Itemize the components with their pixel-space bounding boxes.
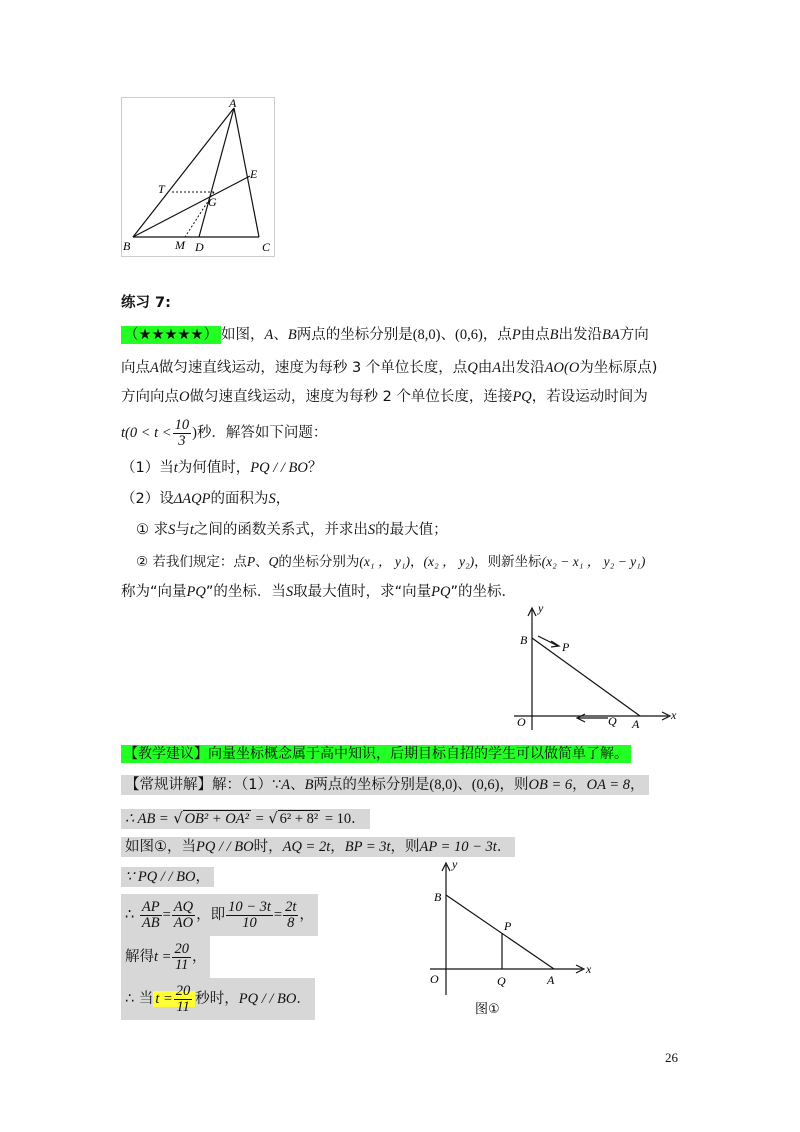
label-O: O: [430, 972, 439, 986]
text: 取最大值时，求“向量: [293, 584, 432, 600]
math-A: A: [150, 360, 159, 376]
math-PQ: PQ: [431, 584, 451, 600]
label-C: C: [262, 240, 271, 254]
text: 解得: [125, 949, 154, 965]
solution-line-4-box: [121, 867, 214, 887]
page-number: 26: [665, 1050, 678, 1065]
text: ，则: [499, 777, 529, 793]
text: ，: [410, 554, 424, 570]
math-AB: ∴ AB =: [125, 811, 169, 827]
denominator: 8: [287, 914, 295, 931]
solution-line-5: [121, 894, 318, 934]
label-E: E: [250, 167, 258, 181]
math-AO: AO(O: [544, 360, 580, 376]
denominator: 10: [242, 914, 257, 931]
text: 两点的坐标分别是: [313, 777, 430, 793]
exercise-line-2: [121, 358, 657, 378]
text: 称为“向量: [121, 584, 187, 600]
text: ∴: [125, 907, 135, 923]
fraction-20-11: [174, 984, 193, 1015]
teaching-suggestion-text: 【教学建议】向量坐标概念属于高中知识，后期目标自招的学生可以做简单了解。: [121, 745, 631, 763]
text: ，则新坐标: [474, 554, 542, 570]
solution-line-1: [121, 775, 649, 795]
label-A: A: [632, 717, 640, 731]
math-PQ: PQ: [512, 389, 532, 405]
text: ，: [275, 491, 291, 507]
math-P: P: [511, 327, 521, 343]
text: 由: [477, 360, 493, 376]
text: ∴ 当: [125, 991, 154, 1007]
triangle-diagram: [122, 98, 274, 256]
coord-B: (0,6): [455, 327, 483, 343]
text: ② 若我们规定：点: [136, 554, 247, 570]
text: 为何值时，: [177, 460, 251, 476]
numerator: 20: [174, 940, 189, 957]
text: 秒时，: [195, 991, 239, 1007]
text: 两点的坐标分别是: [296, 327, 413, 343]
math-BA: BA: [602, 327, 620, 343]
text: 方向: [619, 327, 649, 343]
math-PQ-parallel-BO: PQ / / BO: [238, 991, 297, 1007]
coord-A: (8,0): [429, 777, 458, 793]
math-triangle-AQP: ΔAQP: [173, 491, 211, 507]
label-B: B: [520, 633, 528, 647]
math-AQ: AQ = 2t: [282, 839, 331, 855]
text: =: [273, 907, 283, 923]
question-2-part-2-cont: [121, 582, 516, 602]
math-t: t: [173, 460, 178, 476]
solution-line-3: [121, 837, 515, 857]
figure-coordinate-motion: [508, 600, 688, 735]
math-result: = 10: [324, 811, 352, 827]
text: ，点: [482, 327, 512, 343]
math-BP: BP = 3t: [344, 839, 391, 855]
text: ”的坐标．: [450, 584, 516, 600]
highlight-answer: [153, 982, 195, 1015]
label-B: B: [123, 239, 131, 253]
coord-B: (0,6): [471, 777, 500, 793]
text: 做匀速直线运动，速度为每秒 2 个单位长度，连接: [189, 389, 513, 405]
text: 如图①，当: [125, 839, 196, 855]
math-OA: OA = 8: [586, 777, 630, 793]
math-S: S: [367, 522, 376, 538]
label-Q: Q: [497, 974, 506, 988]
text: ．: [351, 811, 366, 827]
solution-line-1-box: [121, 775, 649, 795]
fraction-10-3: [173, 418, 192, 449]
math-O: O: [179, 389, 190, 405]
text: ．: [496, 839, 512, 855]
coord-P: (x₁ ， y₁): [359, 554, 411, 569]
figure-1-solution: [420, 855, 600, 1020]
text: ① 求: [136, 522, 169, 538]
question-2-part-2: [136, 552, 645, 572]
label-A: A: [229, 98, 237, 110]
text: 秒．解答如下问题：: [196, 425, 328, 441]
text: 做匀速直线运动，速度为每秒 3 个单位长度，点: [158, 360, 468, 376]
solution-line-3-box: [121, 837, 515, 857]
solution-line-7-box: [121, 978, 315, 1020]
axis-y-label: y: [452, 857, 458, 871]
math-because-parallel: ∵ PQ / / BO: [125, 869, 196, 885]
math-S: S: [285, 584, 294, 600]
text: ，: [630, 777, 645, 793]
text: 的最大值；: [375, 522, 448, 538]
exercise-line-1: [121, 325, 649, 345]
question-1: [121, 458, 322, 478]
label-M: M: [175, 238, 185, 252]
numerator: 10: [174, 416, 190, 433]
denominator: 11: [176, 998, 190, 1015]
text: 、: [290, 777, 305, 793]
text: 的坐标分别为: [278, 554, 360, 570]
math-A: A: [492, 360, 502, 376]
exercise-title: 练习 7:: [121, 295, 171, 311]
text: ，则: [390, 839, 420, 855]
text: 出发沿: [558, 327, 603, 343]
numerator: AP: [141, 898, 160, 915]
solution-line-7: [121, 978, 315, 1018]
axis-x-label: x: [586, 962, 592, 976]
difficulty-stars: （★★★★★）: [121, 326, 221, 344]
text: ．: [296, 991, 311, 1007]
label-O: O: [517, 715, 526, 729]
text: ”的坐标．当: [205, 584, 286, 600]
sqrt-expr-2: 6² + 8²: [279, 811, 319, 827]
text: 、: [440, 327, 456, 343]
text: ，: [572, 777, 587, 793]
fraction-20-11: [172, 942, 191, 973]
denominator: AB: [141, 914, 160, 931]
text: 由点: [520, 327, 550, 343]
math-t-range: t(0 < t <: [121, 425, 172, 441]
text: 、: [273, 327, 288, 343]
text: =: [255, 811, 264, 827]
math-Q: Q: [467, 360, 478, 376]
text: 向点: [121, 360, 150, 376]
solution-line-6: [121, 936, 210, 976]
math-B: B: [549, 327, 559, 343]
coord-A: (8,0): [412, 327, 441, 343]
text: ，即: [196, 907, 226, 923]
math-t: t: [189, 522, 194, 538]
solution-line-5-box: [121, 894, 318, 936]
label-Q: Q: [608, 714, 617, 728]
text: 与: [175, 522, 190, 538]
text: =: [162, 907, 171, 923]
solution-line-2-box: ∴ AB = √ OB² + OA² = √ 6² + 8² = 10．: [121, 809, 370, 829]
exercise-line-3: [121, 387, 648, 407]
fraction-10-3t: [226, 900, 273, 931]
math-B: B: [287, 327, 297, 343]
question-2-part-1: [136, 520, 448, 540]
denominator: 11: [174, 956, 189, 973]
text: 之间的函数关系式，并求出: [193, 522, 368, 538]
text: ，若设运动时间为: [531, 389, 648, 405]
numerator: 10 − 3t: [228, 898, 271, 915]
text: ，: [191, 949, 207, 965]
solution-line-4: [121, 867, 214, 887]
axis-y-label: y: [538, 601, 544, 615]
denominator: AO: [173, 914, 194, 931]
label-D: D: [195, 240, 204, 254]
figure-caption: 图①: [475, 1002, 500, 1017]
text: 时，: [253, 839, 283, 855]
label-P: P: [504, 919, 512, 933]
solution-line-2: [121, 806, 370, 832]
exercise-line-4: [121, 416, 327, 450]
math-PQ-parallel-BO: PQ / / BO: [250, 460, 308, 476]
solution-line-6-box: [121, 936, 210, 978]
question-2: [121, 489, 290, 509]
label-A: A: [547, 973, 555, 987]
math-B: B: [304, 777, 314, 793]
label-B: B: [434, 890, 442, 904]
text: ，: [330, 839, 345, 855]
coord-Q: (x₂ ， y₂): [423, 554, 475, 569]
math-OB: OB = 6: [528, 777, 573, 793]
text: （1）当: [121, 460, 174, 476]
math-t: t =: [155, 991, 173, 1007]
text: ，: [299, 907, 314, 923]
denominator: 3: [178, 432, 186, 449]
numerator: 2t: [285, 898, 297, 915]
numerator: 20: [175, 982, 191, 999]
text: ，: [195, 869, 210, 885]
text: 、: [255, 554, 269, 570]
math-Q: Q: [268, 554, 279, 569]
sqrt-expr-1: OB² + OA²: [184, 811, 249, 827]
text: 出发沿: [501, 360, 545, 376]
fraction-2t-8: [283, 900, 298, 931]
text: 、: [457, 777, 472, 793]
text: 【常规讲解】解：（1）∵: [125, 777, 282, 793]
label-P: P: [562, 640, 570, 654]
math-AP: AP = 10 − 3t: [419, 839, 497, 855]
coord-vector: (x₂ − x₁ ， y₂ − y₁): [541, 554, 646, 569]
math-A: A: [281, 777, 291, 793]
math-P: P: [246, 554, 256, 569]
text: 为坐标原点): [579, 360, 658, 376]
fraction-AQ-AO: [172, 900, 195, 931]
math-PQ-parallel-BO: PQ / / BO: [196, 839, 254, 855]
text: 如图，: [221, 327, 265, 343]
text: ？: [307, 460, 323, 476]
text: 方向向点: [121, 389, 179, 405]
math-PQ: PQ: [186, 584, 206, 600]
math-S: S: [268, 491, 276, 507]
math-t: t =: [154, 949, 172, 965]
math-A: A: [264, 327, 274, 343]
figure-triangle: [121, 97, 275, 257]
axis-x-label: x: [671, 708, 677, 722]
teaching-suggestion: [121, 744, 631, 764]
numerator: AQ: [173, 898, 194, 915]
math-paren: ): [192, 425, 197, 441]
label-G: G: [208, 195, 217, 209]
math-S: S: [168, 522, 176, 538]
label-T: T: [158, 182, 165, 196]
fraction-AP-AB: [140, 900, 162, 931]
text: 的面积为: [210, 491, 269, 507]
text: （2）设: [121, 491, 174, 507]
